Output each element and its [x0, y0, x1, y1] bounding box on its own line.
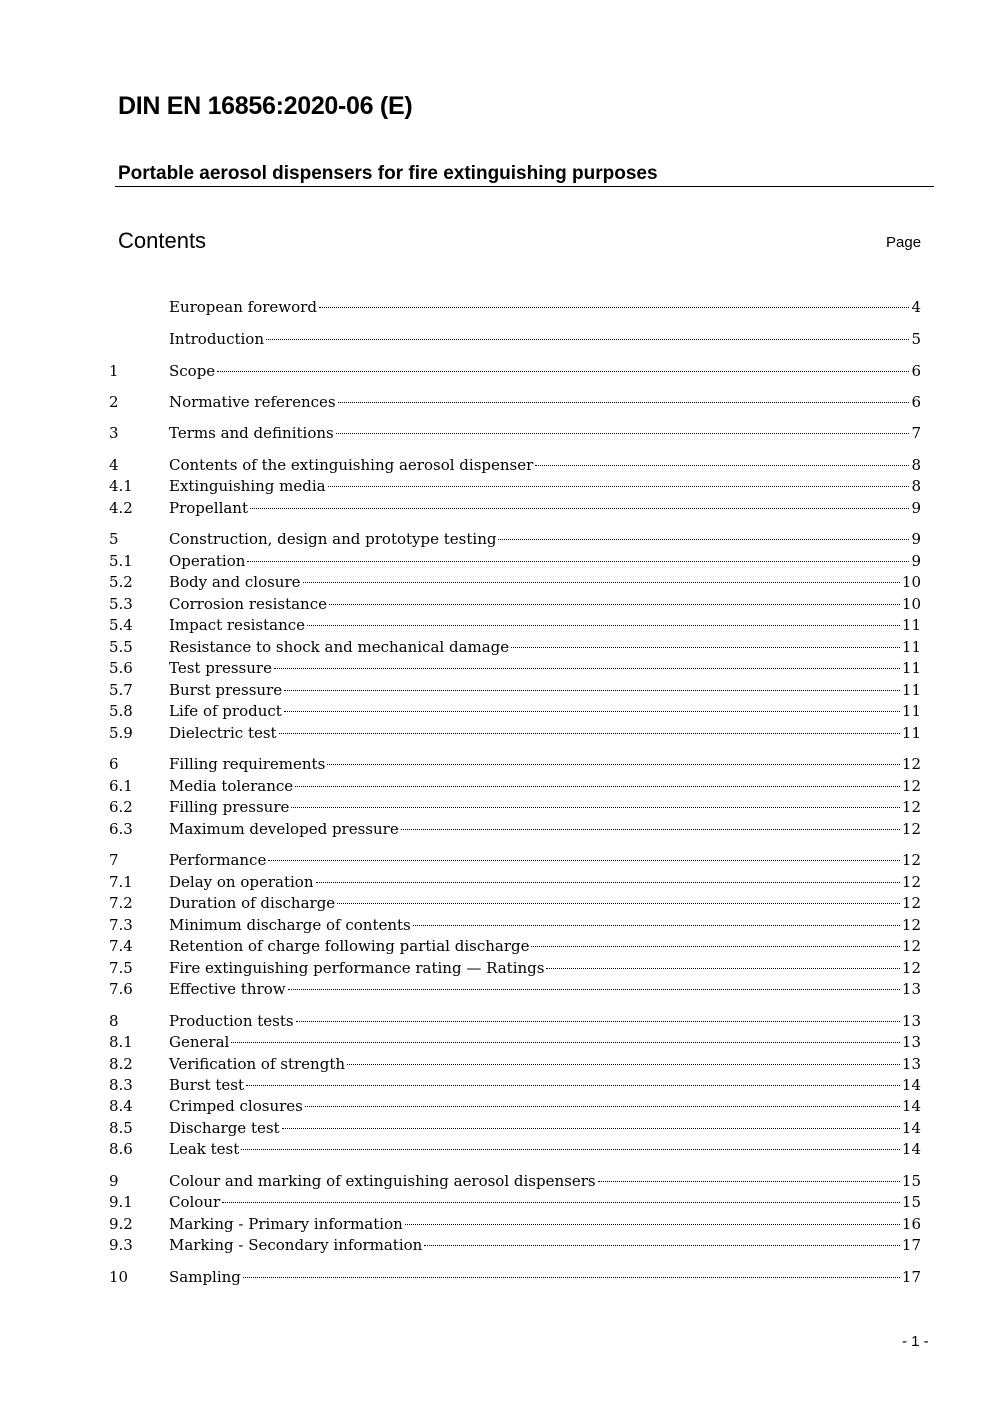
toc-entry-page: 14 [901, 1097, 921, 1115]
toc-entry[interactable] [109, 849, 921, 871]
toc-dot-leader [598, 1181, 900, 1182]
toc-dot-leader [282, 1128, 900, 1129]
toc-entry-title: Filling pressure [169, 798, 290, 816]
toc-entry[interactable] [109, 1266, 921, 1288]
toc-entry-page: 13 [901, 1055, 921, 1073]
toc-entry[interactable] [109, 1191, 921, 1213]
toc-entry-number: 7.6 [109, 980, 133, 998]
toc-entry-page: 12 [901, 937, 921, 955]
toc-entry[interactable] [109, 1213, 921, 1235]
toc-entry-page: 12 [901, 851, 921, 869]
toc-entry-number: 8.5 [109, 1119, 133, 1137]
toc-entry[interactable] [109, 391, 921, 413]
toc-dot-leader [284, 711, 900, 712]
toc-entry[interactable] [109, 571, 921, 593]
toc-entry-number: 8.4 [109, 1097, 133, 1115]
toc-entry[interactable] [109, 722, 921, 744]
toc-entry-number: 5.6 [109, 659, 133, 677]
toc-entry[interactable] [109, 753, 921, 775]
toc-dot-leader [424, 1245, 900, 1246]
toc-dot-leader [327, 764, 900, 765]
toc-entry-title: Burst pressure [169, 681, 283, 699]
toc-entry-page: 5 [911, 330, 921, 348]
toc-entry-title: Contents of the extinguishing aerosol dispenser [169, 456, 534, 474]
toc-entry-page: 6 [911, 362, 921, 380]
toc-dot-leader [337, 903, 900, 904]
toc-entry-number: 5 [109, 530, 119, 548]
toc-entry-title: Leak test [169, 1140, 240, 1158]
toc-entry[interactable] [109, 935, 921, 957]
toc-entry[interactable] [109, 700, 921, 722]
toc-entry-page: 13 [901, 1012, 921, 1030]
toc-entry-number: 5.5 [109, 638, 133, 656]
toc-entry-page: 12 [901, 820, 921, 838]
toc-entry[interactable] [109, 454, 921, 476]
toc-entry-number: 5.1 [109, 552, 133, 570]
toc-entry-title: European foreword [169, 298, 317, 316]
toc-entry-number: 1 [109, 362, 119, 380]
toc-entry-title: Colour and marking of extinguishing aerosol dispensers [169, 1172, 596, 1190]
footer-page-number: - 1 - [902, 1333, 929, 1350]
toc-entry[interactable] [109, 636, 921, 658]
toc-entry-title: Terms and definitions [169, 424, 334, 442]
toc-entry[interactable] [109, 528, 921, 550]
toc-entry-number: 7.3 [109, 916, 133, 934]
toc-entry-page: 17 [901, 1236, 921, 1254]
toc-entry-title: Production tests [169, 1012, 294, 1030]
toc-entry-page: 17 [901, 1268, 921, 1286]
toc-entry-number: 9.1 [109, 1193, 133, 1211]
toc-dot-leader [511, 647, 900, 648]
toc-entry[interactable] [109, 360, 921, 382]
toc-dot-leader [268, 860, 900, 861]
toc-entry-page: 8 [911, 477, 921, 495]
toc-entry-title: Colour [169, 1193, 221, 1211]
toc-entry-number: 2 [109, 393, 119, 411]
toc-entry-number: 7 [109, 851, 119, 869]
toc-entry-page: 12 [901, 777, 921, 795]
toc-entry-title: Verification of strength [169, 1055, 346, 1073]
toc-dot-leader [413, 925, 900, 926]
toc-entry[interactable] [109, 422, 921, 444]
toc-entry[interactable] [109, 657, 921, 679]
toc-entry-page: 11 [901, 616, 921, 634]
toc-entry-number: 7.2 [109, 894, 133, 912]
toc-entry-page: 16 [901, 1215, 921, 1233]
toc-entry-page: 12 [901, 894, 921, 912]
toc-entry-page: 9 [911, 530, 921, 548]
toc-entry-page: 12 [901, 916, 921, 934]
toc-entry[interactable] [109, 871, 921, 893]
toc-entry-title: Dielectric test [169, 724, 277, 742]
toc-entry-title: Construction, design and prototype testing [169, 530, 497, 548]
toc-entry-page: 12 [901, 959, 921, 977]
toc-entry-page: 14 [901, 1076, 921, 1094]
toc-dot-leader [243, 1277, 900, 1278]
toc-entry-number: 5.4 [109, 616, 133, 634]
toc-entry-number: 5.9 [109, 724, 133, 742]
toc-entry-number: 10 [109, 1268, 129, 1286]
document-subtitle: Portable aerosol dispensers for fire extinguishing purposes [118, 163, 658, 184]
toc-entry-title: Impact resistance [169, 616, 306, 634]
toc-dot-leader [284, 690, 900, 691]
toc-entry-number: 7.1 [109, 873, 133, 891]
toc-entry-number: 7.4 [109, 937, 133, 955]
contents-heading: Contents [118, 228, 207, 253]
toc-entry-number: 9.2 [109, 1215, 133, 1233]
toc-dot-leader [217, 371, 909, 372]
toc-entry[interactable] [109, 328, 921, 350]
toc-entry-title: Media tolerance [169, 777, 294, 795]
toc-dot-leader [319, 307, 910, 308]
toc-entry-page: 7 [911, 424, 921, 442]
toc-entry-page: 9 [911, 499, 921, 517]
toc-entry-page: 15 [901, 1193, 921, 1211]
toc-dot-leader [531, 946, 899, 947]
toc-dot-leader [316, 882, 900, 883]
toc-dot-leader [241, 1149, 900, 1150]
toc-entry-title: Scope [169, 362, 216, 380]
toc-entry[interactable] [109, 1234, 921, 1256]
toc-dot-leader [296, 1021, 900, 1022]
toc-entry-title: Sampling [169, 1268, 241, 1286]
toc-entry-number: 5.8 [109, 702, 133, 720]
toc-dot-leader [546, 968, 899, 969]
toc-entry-title: Filling requirements [169, 755, 326, 773]
toc-entry-number: 5.7 [109, 681, 133, 699]
toc-entry-title: Propellant [169, 499, 248, 517]
toc-dot-leader [303, 582, 900, 583]
toc-dot-leader [279, 733, 900, 734]
page-column-label: Page [886, 234, 922, 251]
toc-entry[interactable] [109, 1170, 921, 1192]
toc-dot-leader [266, 339, 909, 340]
toc-entry-page: 11 [901, 638, 921, 656]
toc-entry-title: Corrosion resistance [169, 595, 327, 613]
toc-entry-number: 8.6 [109, 1140, 133, 1158]
toc-dot-leader [246, 1085, 900, 1086]
toc-entry[interactable] [109, 957, 921, 979]
toc-entry[interactable] [109, 892, 921, 914]
toc-entry-title: General [169, 1033, 230, 1051]
toc-entry-number: 8.2 [109, 1055, 133, 1073]
toc-entry-title: Duration of discharge [169, 894, 336, 912]
toc-entry-number: 6.1 [109, 777, 133, 795]
toc-entry-page: 12 [901, 798, 921, 816]
toc-entry-page: 10 [901, 595, 921, 613]
toc-entry-number: 6.3 [109, 820, 133, 838]
toc-entry[interactable] [109, 775, 921, 797]
toc-entry-page: 12 [901, 873, 921, 891]
toc-dot-leader [405, 1224, 900, 1225]
toc-entry[interactable] [109, 796, 921, 818]
toc-entry[interactable] [109, 1031, 921, 1053]
toc-entry-number: 6 [109, 755, 119, 773]
toc-entry-title: Introduction [169, 330, 264, 348]
toc-entry-title: Body and closure [169, 573, 301, 591]
toc-entry-page: 8 [911, 456, 921, 474]
toc-dot-leader [347, 1064, 900, 1065]
toc-entry-number: 4.1 [109, 477, 133, 495]
toc-entry[interactable] [109, 614, 921, 636]
toc-entry-page: 11 [901, 702, 921, 720]
toc-entry-page: 12 [901, 755, 921, 773]
toc-dot-leader [274, 668, 900, 669]
toc-entry-number: 8 [109, 1012, 119, 1030]
toc-entry-page: 9 [911, 552, 921, 570]
toc-entry-number: 8.3 [109, 1076, 133, 1094]
toc-entry-number: 4 [109, 456, 119, 474]
toc-entry[interactable] [109, 914, 921, 936]
toc-dot-leader [231, 1042, 900, 1043]
toc-entry[interactable] [109, 593, 921, 615]
document-title: DIN EN 16856:2020-06 (E) [118, 92, 413, 120]
toc-entry[interactable] [109, 497, 921, 519]
toc-entry[interactable] [109, 679, 921, 701]
toc-entry-page: 4 [911, 298, 921, 316]
toc-entry-number: 4.2 [109, 499, 133, 517]
toc-entry-title: Resistance to shock and mechanical damage [169, 638, 510, 656]
toc-entry-page: 13 [901, 1033, 921, 1051]
toc-dot-leader [336, 433, 910, 434]
toc-dot-leader [498, 539, 909, 540]
toc-entry-title: Life of product [169, 702, 282, 720]
toc-entry[interactable] [109, 818, 921, 840]
toc-entry-page: 11 [901, 724, 921, 742]
toc-entry-title: Effective throw [169, 980, 286, 998]
toc-dot-leader [338, 402, 910, 403]
toc-entry-title: Normative references [169, 393, 336, 411]
toc-entry-page: 10 [901, 573, 921, 591]
toc-entry-page: 15 [901, 1172, 921, 1190]
toc-dot-leader [295, 786, 900, 787]
toc-dot-leader [307, 625, 900, 626]
toc-entry-number: 7.5 [109, 959, 133, 977]
toc-entry-page: 13 [901, 980, 921, 998]
toc-entry[interactable] [109, 1117, 921, 1139]
toc-entry-page: 6 [911, 393, 921, 411]
toc-entry-number: 5.3 [109, 595, 133, 613]
toc-entry-title: Fire extinguishing performance rating — Ratings [169, 959, 545, 977]
toc-entry-title: Discharge test [169, 1119, 280, 1137]
toc-dot-leader [291, 807, 900, 808]
toc-entry[interactable] [109, 1138, 921, 1160]
toc-entry-number: 5.2 [109, 573, 133, 591]
toc-entry-number: 9 [109, 1172, 119, 1190]
toc-entry[interactable] [109, 296, 921, 318]
toc-entry-title: Marking - Primary information [169, 1215, 403, 1233]
toc-entry-title: Test pressure [169, 659, 272, 677]
toc-dot-leader [222, 1202, 900, 1203]
toc-dot-leader [247, 561, 909, 562]
toc-entry-title: Maximum developed pressure [169, 820, 399, 838]
toc-entry-title: Performance [169, 851, 267, 869]
toc-entry[interactable] [109, 1053, 921, 1075]
toc-entry-title: Delay on operation [169, 873, 314, 891]
toc-entry[interactable] [109, 1010, 921, 1032]
toc-entry[interactable] [109, 1095, 921, 1117]
toc-entry[interactable] [109, 550, 921, 572]
toc-entry-number: 6.2 [109, 798, 133, 816]
toc-entry-title: Crimped closures [169, 1097, 303, 1115]
toc-entry-page: 11 [901, 659, 921, 677]
toc-dot-leader [328, 486, 910, 487]
toc-entry-title: Burst test [169, 1076, 244, 1094]
toc-dot-leader [329, 604, 900, 605]
toc-entry[interactable] [109, 475, 921, 497]
toc-entry-number: 8.1 [109, 1033, 133, 1051]
toc-entry-page: 11 [901, 681, 921, 699]
toc-entry-title: Marking - Secondary information [169, 1236, 423, 1254]
toc-dot-leader [401, 829, 900, 830]
toc-entry-page: 14 [901, 1119, 921, 1137]
toc-entry[interactable] [109, 978, 921, 1000]
toc-dot-leader [305, 1106, 900, 1107]
toc-entry-title: Minimum discharge of contents [169, 916, 411, 934]
toc-dot-leader [535, 465, 909, 466]
toc-entry-title: Retention of charge following partial discharge [169, 937, 530, 955]
toc-entry-number: 3 [109, 424, 119, 442]
toc-dot-leader [288, 989, 900, 990]
toc-entry-number: 9.3 [109, 1236, 133, 1254]
toc-dot-leader [250, 508, 909, 509]
toc-entry-title: Extinguishing media [169, 477, 326, 495]
toc-entry[interactable] [109, 1074, 921, 1096]
toc-entry-title: Operation [169, 552, 246, 570]
toc-entry-page: 14 [901, 1140, 921, 1158]
